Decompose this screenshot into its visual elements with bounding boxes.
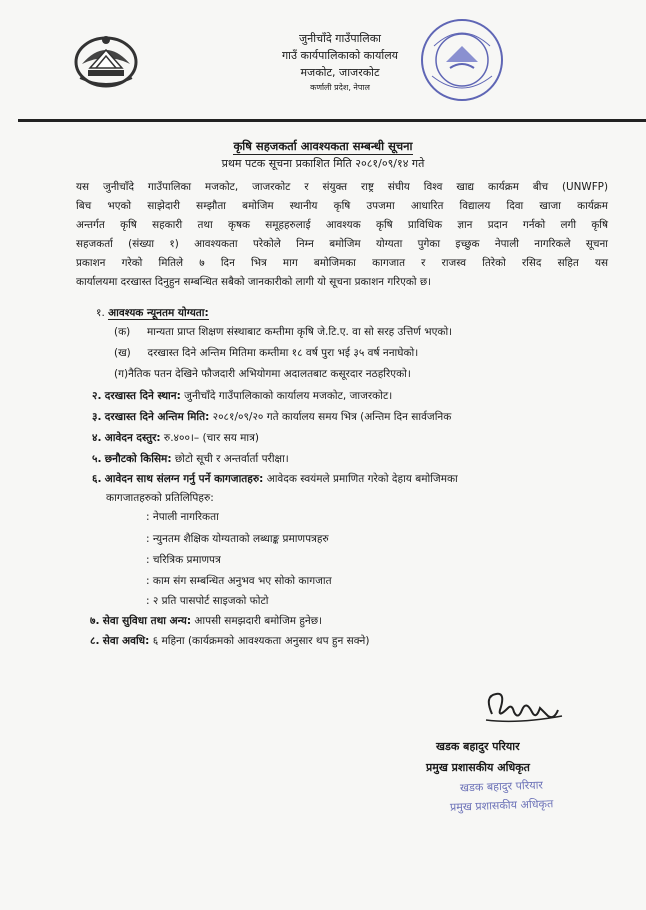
item-deadline: ३. दरखास्त दिने अन्तिम मिति: २०८१/०९/२० गते कार्यालय समय भित्र (अन्तिम दिन सार्वजनिक [92,411,452,423]
item-facilities: ७. सेवा सुविधा तथा अन्य: आपसी समझदारी बमोजिम हुनेछ। [90,615,323,627]
qualification-b: (ख) दरखास्त दिने अन्तिम मितिमा कम्तीमा १८ वर्ष पुरा भई ३५ वर्ष ननाघेको। [114,347,419,359]
signer-name: खडक बहादुर परियार [436,740,520,753]
item-label: आवश्यक न्यूनतम योग्यता: [108,307,209,319]
paragraph-line: बिच भएको साझेदारी सम्झौता बमोजिम स्थानीय कृषि उपजमा आधारित विद्यालय दिवा खाजा कार्यक्रम [76,200,608,212]
notice-title: कृषि सहजकर्ता आवश्यकता सम्बन्धी सूचना [233,139,413,153]
signature-icon [478,686,568,728]
header-divider [18,119,646,122]
paragraph-line: प्रकाशन गरेको मितिले ७ दिन भित्र माग बमोजिमका कागजात र राजस्व तिरेको रसिद सहित यस [76,257,608,269]
notice-paragraph [76,178,608,292]
document-item: : चरित्रिक प्रमाणपत्र [146,554,221,566]
document-item: : नेपाली नागरिकता [146,511,219,523]
item-application-place: २. दरखास्त दिने स्थान: जुनीचाँदे गाउँपालिकाको कार्यालय मजकोट, जाजरकोट। [92,390,393,402]
stamp-title: प्रमुख प्रशासकीय अधिकृत [449,797,554,814]
item-service-period: ८. सेवा अवधि: ६ महिना (कार्यक्रमको आवश्यकता अनुसार थप हुन सक्ने) [90,635,370,647]
item-documents: ६. आवेदन साथ संलग्न गर्नु पर्ने कागजातहरु: आवेदक स्वयंमले प्रमाणित गरेको देहाय बमोजिमका [92,473,458,485]
item-application-fee: ४. आवेदन दस्तुर: रु.४००।– (चार सय मात्र) [92,432,260,444]
document-item: : न्युनतम शैक्षिक योग्यताको लब्धाङ्क प्रमाणपत्रहरु [146,533,329,545]
paragraph-line: अन्तर्गत कृषि सहकारी तथा कृषक समूहहरुलाई आवश्यक कृषि प्राविधिक ज्ञान प्रदान गर्नको लगी कृषि [76,219,608,231]
document-item: : काम संग सम्बन्धित अनुभव भए सोको कागजात [146,575,332,587]
item-selection-type: ५. छनौटको किसिम: छोटो सूची र अन्तर्वार्ता परीक्षा। [92,453,289,465]
documents-continuation: कागजातहरुको प्रतिलिपिहरु: [106,492,214,504]
stamp-name: खडक बहादुर परियार [459,778,544,795]
office-name: गाउँ कार्यपालिकाको कार्यालय [281,49,399,62]
paragraph-line: यस जुनीचाँदे गाउँपालिका मजकोट, जाजरकोट र संयुक्त राष्ट्र संघीय विश्व खाद्य कार्यक्रम बीच (UNWFP) [76,181,608,193]
office-address: मजकोट, जाजरकोट [300,66,380,79]
item-qualification: १. आवश्यक न्यूनतम योग्यता: [96,307,209,319]
signer-title: प्रमुख प्रशासकीय अधिकृत [426,761,530,774]
paragraph-line: सहजकर्ता (संख्या १) आवश्यकता परेकोले निम्न बमोजिम योग्यता पुगेका इच्छुक नेपाली नागरिकले सूचना [76,238,608,250]
province-name: कर्णाली प्रदेश, नेपाल [310,83,370,92]
nepal-emblem-icon [70,28,142,90]
paragraph-line: कार्यालयमा दरखास्त दिनुहुन सम्बन्धित सबैको जानकारीको लागी यो सूचना प्रकाशन गरिएको छ। [76,276,432,288]
office-header [240,30,440,94]
municipality-name: जुनीचाँदे गाउँपालिका [298,32,382,45]
municipality-seal-icon [418,16,506,104]
document-item: : २ प्रति पासपोर्ट साइजको फोटो [146,595,269,607]
qualification-c: (ग)नैतिक पतन देखिने फौजदारी अभियोगमा अदालतबाट कसूरदार नठहरिएको। [114,368,411,380]
qualification-a: (क) मान्यता प्राप्त शिक्षण संस्थाबाट कम्तीमा कृषि जे.टि.ए. वा सो सरह उत्तिर्ण भएको। [114,326,453,338]
notice-subtitle: प्रथम पटक सूचना प्रकाशित मिति २०८१/०९/१४ गते [221,157,425,170]
